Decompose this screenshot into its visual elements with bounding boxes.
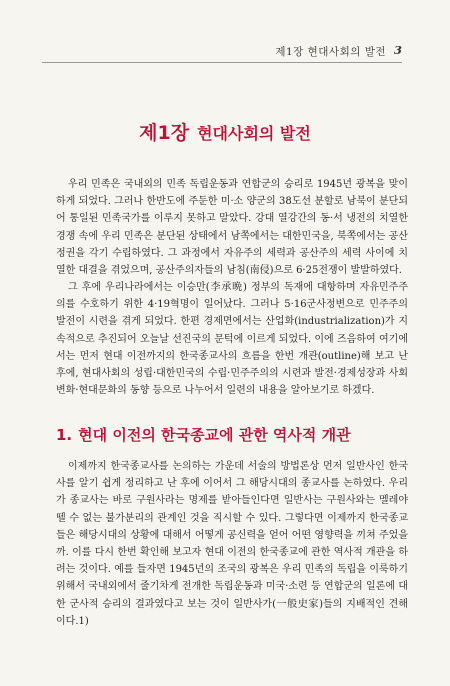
paragraph-text: 그 후에 우리나라에서는 이승만(李承晩) 정부의 독재에 대항하며 자유민주주의를 수호하기 위한 4·19혁명이 일어났다. 그러나 5·16군사정변으로 민주주의 발전이 시련을 겪게 되었다. 한편 경제면에서는 산업화(industrialization)가 지속적으로 추진되어 오늘날 선진국의 문턱에 이르게 되었다. 이에 즈음하여 여기에서는 먼저 현대 이전까지의 한국종교사의 흐름을 한번 개관(outline)해 보고 난 후에, 현대사회의 성립·대한민국의 수립·민주주의의 시련과 발전·경제성장과 사회변화·현대문화의 동향 등으로 나누어서 일련의 내용을 알아보기로 하겠다. xyxy=(56,282,408,397)
header-divider xyxy=(42,62,402,63)
section-number: 1. xyxy=(56,426,73,444)
paragraph-text: 이제까지 한국종교사를 논의하는 가운데 서술의 방법론상 먼저 일반사인 한국사를 알기 쉽게 정리하고 난 후에 이어서 그 해당시대의 종교사를 논하였다. 우리가 종교사는 바로 구원사라는 명제를 받아들인다면 일반사는 구원사와는 멜레야 뗄 수 없는 불가분리의 관계인 것을 직시할 수 있다. 그렇다면 이제까지 한국종교들은 해당시대의 상황에 대해서 어떻게 공신력을 얻어 어떤 영향력을 끼쳐 주었을까. 이를 다시 한번 확인해 보고자 현대 이전의 한국종교에 관한 역사적 개관을 하려는 것이다. 예를 들자면 1945년의 조국의 광복은 우리 민족의 독립을 이룩하기 위해서 국내외에서 줄기차게 전개한 독립운동과 미국·소련 등 연합군의 일론에 대한 군사적 승리의 결과였다고 보는 것이 일반사가(一般史家)들의 지배적인 견해이다.1) xyxy=(56,461,408,627)
chapter-name: 현대사회의 발전 xyxy=(197,124,311,143)
section-paragraph-1 xyxy=(56,458,408,630)
page-number: 3 xyxy=(393,43,402,57)
chapter-label: 제1장 xyxy=(139,122,190,144)
intro-paragraph-2 xyxy=(56,279,408,399)
running-title: 제1장 현대사회의 발전 xyxy=(275,46,386,58)
chapter-title xyxy=(0,118,450,145)
section-heading xyxy=(56,424,416,445)
paragraph-text: 우리 민족은 국내외의 민족 독립운동과 연합군의 승리로 1945년 광복을 맞이하게 되었다. 그러나 한반도에 주둔한 미·소 양군의 38도선 분할로 남북이 분단되어 통일된 민족국가를 이루지 못하고 말았다. 강대 열강간의 동·서 냉전의 치열한 경쟁 속에 우리 민족은 분단된 상태에서 남쪽에서는 대한민국을, 북쪽에서는 공산정권을 각기 수립하였다. 그 과정에서 자유주의 세력과 공산주의 세력 사이에 치열한 대결을 겪었으며, 공산주의자들의 남침(南侵)으로 6·25전쟁이 발발하였다. xyxy=(56,179,408,277)
running-header xyxy=(0,44,450,58)
intro-paragraph-1 xyxy=(56,176,408,279)
section-title: 현대 이전의 한국종교에 관한 역사적 개관 xyxy=(78,426,351,444)
